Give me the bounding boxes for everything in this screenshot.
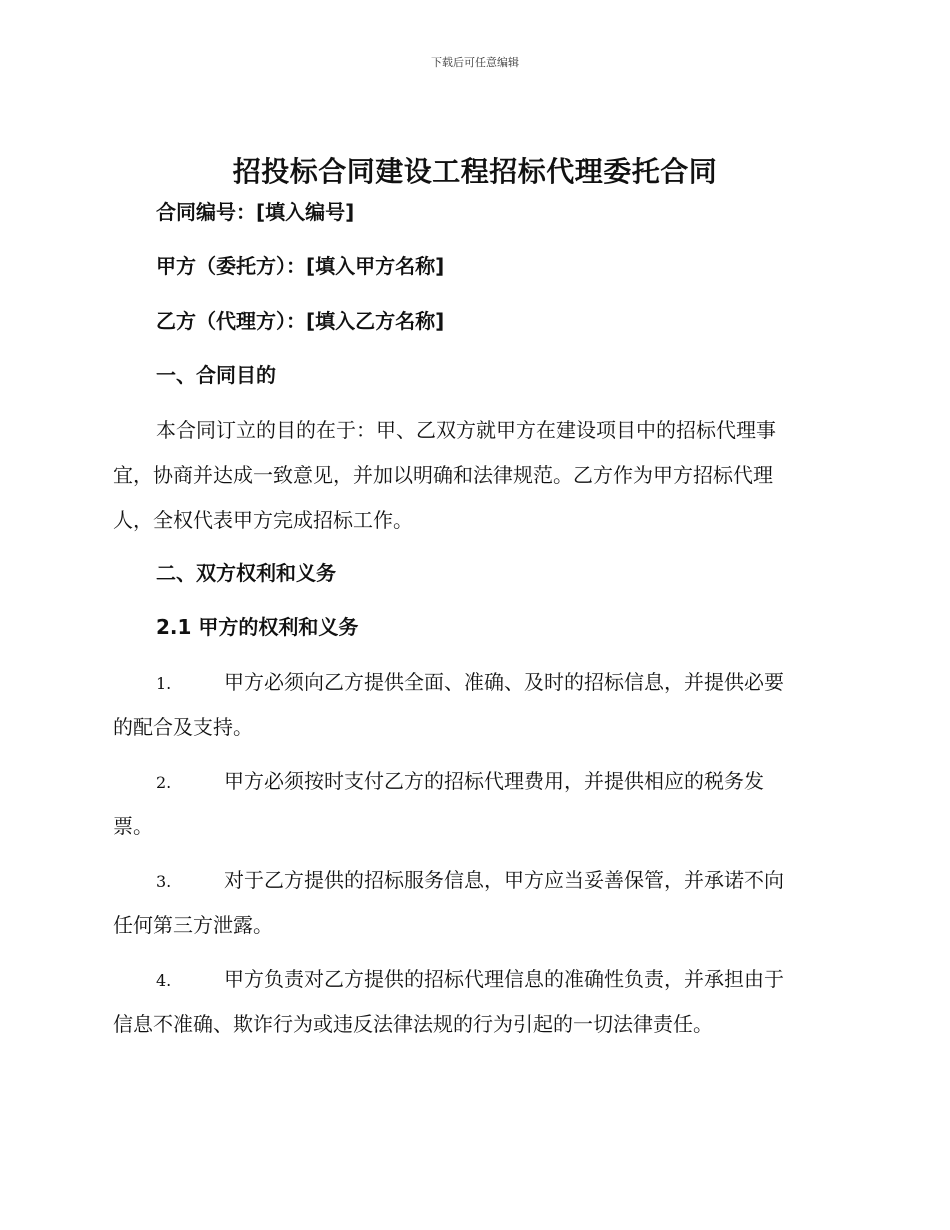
list-item-1-continuation: 的配合及支持。 — [113, 715, 253, 739]
contract-number: 合同编号：[填入编号] — [156, 200, 355, 224]
list-item-2 — [156, 769, 881, 795]
list-item-text: 甲方负责对乙方提供的招标代理信息的准确性负责，并承担由于 — [224, 967, 784, 991]
party-b: 乙方（代理方）：[填入乙方名称] — [156, 309, 445, 333]
party-a: 甲方（委托方）：[填入甲方名称] — [156, 254, 445, 278]
section-2-heading: 二、双方权利和义务 — [156, 561, 336, 585]
section-1-heading: 一、合同目的 — [156, 363, 276, 387]
page-header-note: 下载后可任意编辑 — [431, 56, 519, 69]
list-item-4-continuation: 信息不准确、欺诈行为或违反法律法规的行为引起的一切法律责任。 — [113, 1012, 713, 1036]
list-item-number: 1. — [156, 674, 172, 693]
section-1-line-1: 本合同订立的目的在于：甲、乙双方就甲方在建设项目中的招标代理事 — [156, 418, 776, 442]
section-2-1-heading: 2.1 甲方的权利和义务 — [156, 615, 359, 639]
list-item-4 — [156, 967, 881, 993]
list-item-1 — [156, 670, 881, 696]
list-item-text: 甲方必须向乙方提供全面、准确、及时的招标信息，并提供必要 — [224, 670, 784, 694]
list-item-number: 2. — [156, 773, 172, 792]
list-item-number: 3. — [156, 872, 172, 891]
section-1-line-3: 人，全权代表甲方完成招标工作。 — [113, 508, 413, 532]
section-1-line-2: 宜，协商并达成一致意见，并加以明确和法律规范。乙方作为甲方招标代理 — [113, 463, 773, 487]
list-item-3-continuation: 任何第三方泄露。 — [113, 913, 273, 937]
list-item-2-continuation: 票。 — [113, 814, 153, 838]
list-item-number: 4. — [156, 971, 172, 990]
list-item-3 — [156, 868, 881, 894]
list-item-text: 甲方必须按时支付乙方的招标代理费用，并提供相应的税务发 — [224, 769, 764, 793]
list-item-text: 对于乙方提供的招标服务信息，甲方应当妥善保管，并承诺不向 — [224, 868, 784, 892]
document-title: 招投标合同建设工程招标代理委托合同 — [232, 155, 718, 188]
